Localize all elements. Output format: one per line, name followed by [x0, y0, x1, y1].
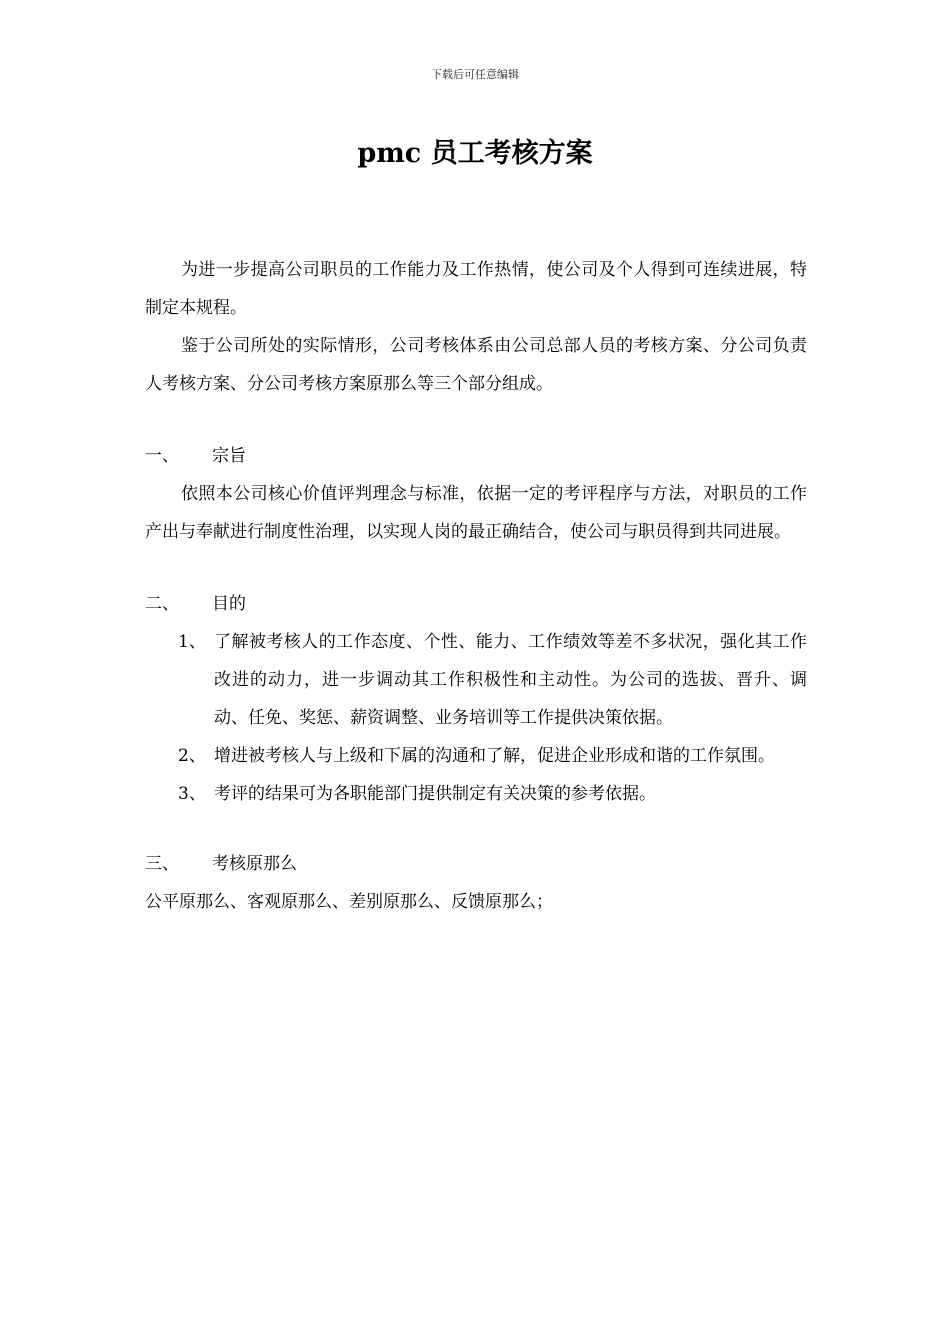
list-item-number: 1、 [178, 632, 206, 652]
page-header: 下载后可任意编辑 [431, 68, 519, 81]
list-item-text: 了解被考核人的工作态度、个性、能力、工作绩效等差不多状况，强化其工作改进的动力，进一步调动其工作积极性和主动性。为公司的选拔、晋升、调动、任免、奖惩、薪资调整、业务培训等工作提供决策依据。 [214, 632, 807, 728]
list-item [178, 737, 807, 775]
intro-paragraph-1: 为进一步提高公司职员的工作能力及工作热情，使公司及个人得到可连续进展，特制定本规程。 [145, 260, 807, 318]
list-item-number: 2、 [178, 746, 206, 766]
section-title: 目的 [212, 594, 246, 614]
section-number: 二、 [145, 594, 179, 614]
intro-paragraph-2: 鉴于公司所处的实际情形，公司考核体系由公司总部人员的考核方案、分公司负责人考核方案、分公司考核方案原那么等三个部分组成。 [145, 336, 807, 394]
section-heading-1 [145, 437, 807, 475]
section-number: 一、 [145, 446, 179, 466]
list-item-text: 考评的结果可为各职能部门提供制定有关决策的参考依据。 [214, 784, 656, 804]
list-item-number: 3、 [178, 784, 206, 804]
document-body [145, 251, 807, 921]
list-item-text: 增进被考核人与上级和下属的沟通和了解，促进企业形成和谐的工作氛围。 [214, 746, 775, 766]
section-title: 考核原那么 [212, 854, 297, 874]
section-3-body: 公平原那么、客观原那么、差别原那么、反馈原那么； [145, 892, 553, 912]
section-heading-3 [145, 845, 807, 883]
list-item [178, 775, 807, 813]
section-1-body: 依照本公司核心价值评判理念与标准，依据一定的考评程序与方法，对职员的工作产出与奉献进行制度性治理，以实现人岗的最正确结合，使公司与职员得到共同进展。 [145, 484, 807, 542]
section-title: 宗旨 [212, 446, 246, 466]
document-title: pmc 员工考核方案 [357, 138, 593, 169]
section-heading-2 [145, 585, 807, 623]
section-number: 三、 [145, 854, 179, 874]
list-item [178, 623, 807, 737]
